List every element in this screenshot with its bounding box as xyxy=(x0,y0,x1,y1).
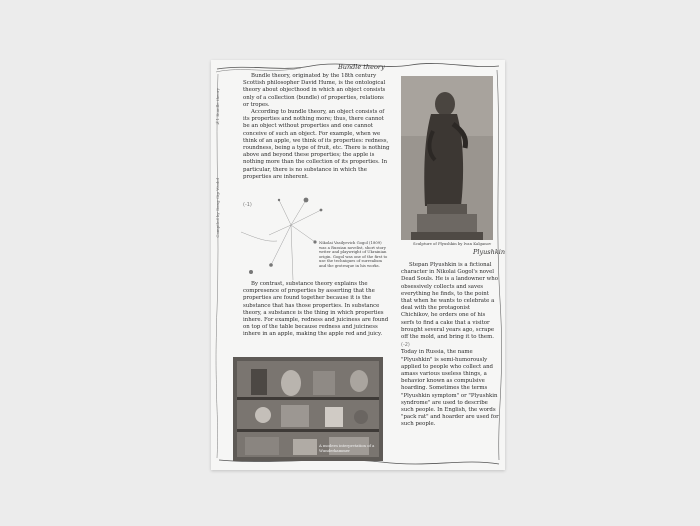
printed-sheet xyxy=(211,60,505,470)
footnote-marker-1: (-1) xyxy=(243,202,252,208)
bundle-heading: Bundle theory xyxy=(338,63,385,71)
bundle-paragraph-2: According to bundle theory, an object consists of its properties and nothing more; thus, there cannot be an object without properties and one cannot conceive of such an object. For example, when we think of an apple, we think of its properties: redness, roundness, being a type of fruit, etc. There is nothing above and beyond these properties; the apple is nothing more than the collection of its properties. In particular, there is no substance in which the properties are inherent. xyxy=(243,109,390,180)
sculpture-caption: Sculpture of Plyushkin by Ivan Kalganov xyxy=(413,241,492,246)
plyushkin-column xyxy=(401,262,499,429)
bundle-column-bottom xyxy=(243,281,393,339)
plyushkin-paragraph-2: Today in Russia, the name "Plyushkin" is semi-humorously applied to people who collect and amass various useless things, a behavior known as compulsive hoarding. Sometimes the terms "Plyushkin symptom" or "Plyushkin syndrome" are used to describe such people. In English, the words "pack rat" and hoarder are used for such people. xyxy=(401,349,499,428)
bundle-column-top xyxy=(243,73,391,181)
gogol-footnote: Nikolai Vasilyevich Gogol (1809) was a Russian novelist, short story writer and playwright of Ukrainian origin. Gogol was one of the first to use the techniques of surrealism and the grotesque in his works. xyxy=(319,240,388,268)
footnote-marker-2: (-2) xyxy=(401,342,410,349)
cabinet-caption: A modern interpretation of a Wunderkammer xyxy=(319,443,375,453)
bundle-paragraph-3: By contrast, substance theory explains the compresence of properties by asserting that the properties are found together because it is the substance that has those properties. In substance theory, a substance is the thing in which properties inhere. For example, redness and juiciness are found on top of the table because redness and juiciness inhere in an apple, making the apple red and juicy. xyxy=(243,281,389,338)
plyushkin-heading: Plyushkin xyxy=(473,248,505,256)
compiler-credit: Compiled by Bong-Gip Wudol xyxy=(215,178,220,238)
wunderkammer-photo xyxy=(233,357,383,461)
plyushkin-paragraph-1: Stepan Plyushkin is a fictional character in Nikolai Gogol's novel Dead Souls. He is a landowner who obsessively collects and saves everything he finds, to the point that when he wants to celebrate a deal with the protagonist Chichikov, he orders one of his serfs to find a cake that a visitor brought several years ago, scrape off the mold, and bring it to them. xyxy=(401,262,498,341)
bundle-paragraph-1: Bundle theory, originated by the 18th century Scottish philosopher David Hume, is the ontological theory about objecthood in which an object consists only of a collection (bundle) of properties, relations or tropes. xyxy=(243,73,386,108)
section-label: №1 Bundle theory xyxy=(215,88,220,126)
sculpture-illustration xyxy=(401,76,493,240)
plyushkin-sculpture-photo xyxy=(401,76,493,240)
